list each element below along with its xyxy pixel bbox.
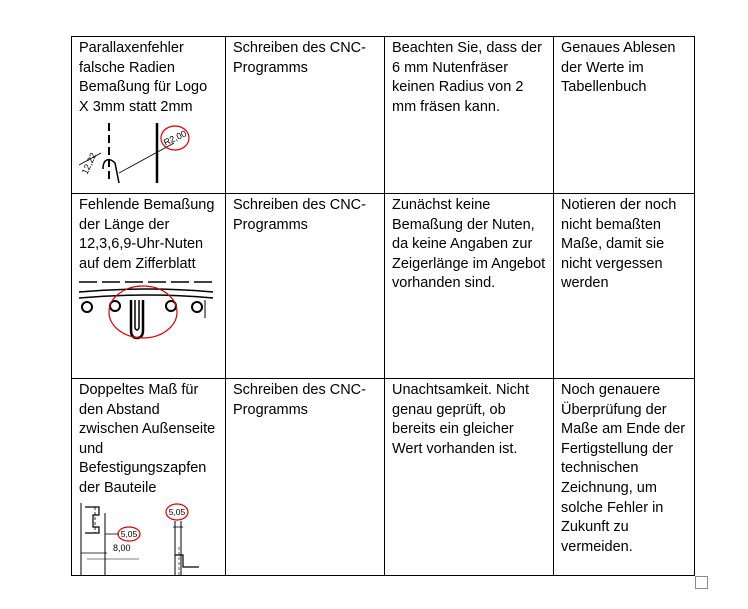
- cell-text: Beachten Sie, dass der 6 mm Nutenfräser keinen Radius von 2 mm fräsen kann.: [392, 40, 542, 115]
- table-cell[interactable]: [226, 194, 385, 379]
- table-cell[interactable]: [385, 379, 554, 576]
- issues-table: [71, 36, 695, 576]
- table-cell[interactable]: [554, 37, 695, 194]
- dim-label-a: 5,05: [120, 528, 138, 539]
- table-cell[interactable]: [385, 194, 554, 379]
- dim-label-c: 5,05: [168, 506, 186, 517]
- table-row: [72, 37, 695, 194]
- table-cell[interactable]: [554, 194, 695, 379]
- diagonal-label: 12,22: [79, 151, 99, 177]
- cell-text: Schreiben des CNC-Programms: [233, 382, 366, 418]
- table-cell[interactable]: [72, 379, 226, 576]
- radius-label: R2,00: [161, 128, 189, 148]
- cell-text: Unachtsamkeit. Nicht genau geprüft, ob bereits ein gleicher Wert vorhanden ist.: [392, 382, 529, 457]
- cell-text: Notieren der noch nicht bemaßten Maße, damit sie nicht vergessen werden: [561, 197, 677, 292]
- cell-text: Schreiben des CNC-Programms: [233, 197, 366, 233]
- table-cell[interactable]: [554, 379, 695, 576]
- dial-groove-sketch: [79, 278, 213, 348]
- cell-text: Genaues Ablesen der Werte im Tabellenbuch: [561, 40, 676, 96]
- table-row: [72, 379, 695, 576]
- cell-text: Noch genauere Überprüfung der Maße am Ende der Fertigstellung der technischen Zeichnung, um solche Fehler in Zukunft zu vermeiden.: [561, 382, 686, 555]
- table-cell[interactable]: [72, 37, 226, 194]
- cell-text: Zunächst keine Bemaßung der Nuten, da keine Angaben zur Zeigerlänge im Angebot vorhanden sind.: [392, 197, 546, 292]
- dim-label-b: 8,00: [113, 542, 131, 553]
- table-cell[interactable]: [385, 37, 554, 194]
- table-cell[interactable]: [226, 379, 385, 576]
- cell-text: Fehlende Bemaßung der Länge der 12,3,6,9-Uhr-Nuten auf dem Zifferblatt: [79, 197, 215, 272]
- cell-text: Parallaxenfehler falsche Radien Bemaßung für Logo X 3mm statt 2mm: [79, 40, 208, 115]
- cell-text: Schreiben des CNC-Programms: [233, 40, 366, 76]
- double-dimension-sketch: [79, 503, 213, 575]
- cell-text: Doppeltes Maß für den Abstand zwischen Außenseite und Befestigungszapfen der Bauteile: [79, 382, 216, 496]
- table-cell[interactable]: [72, 194, 226, 379]
- table-row: [72, 194, 695, 379]
- table-cell[interactable]: [226, 37, 385, 194]
- table-resize-handle[interactable]: [695, 576, 708, 589]
- radius-dimension-sketch: [79, 123, 211, 183]
